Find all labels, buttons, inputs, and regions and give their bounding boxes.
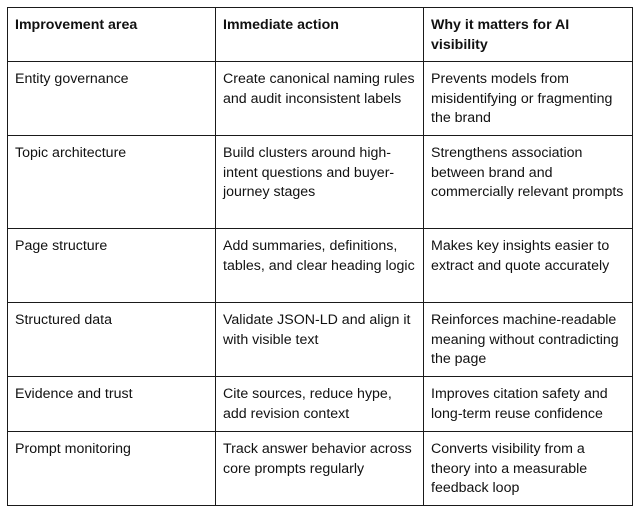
cell-improvement-area: Structured data (8, 303, 216, 377)
cell-why-it-matters: Prevents models from misidentifying or fragmenting the brand (424, 62, 633, 136)
cell-improvement-area: Evidence and trust (8, 377, 216, 432)
cell-immediate-action: Build clusters around high-intent questions and buyer-journey stages (216, 136, 424, 229)
table-row (8, 432, 633, 506)
cell-immediate-action: Add summaries, definitions, tables, and clear heading logic (216, 229, 424, 303)
cell-immediate-action: Validate JSON-LD and align it with visible text (216, 303, 424, 377)
cell-immediate-action: Track answer behavior across core prompts regularly (216, 432, 424, 506)
cell-improvement-area: Topic architecture (8, 136, 216, 229)
table-row (8, 303, 633, 377)
table-row (8, 229, 633, 303)
cell-why-it-matters: Makes key insights easier to extract and quote accurately (424, 229, 633, 303)
header-immediate-action: Immediate action (216, 8, 424, 62)
table-container (7, 7, 633, 506)
cell-improvement-area: Entity governance (8, 62, 216, 136)
cell-improvement-area: Prompt monitoring (8, 432, 216, 506)
cell-immediate-action: Create canonical naming rules and audit inconsistent labels (216, 62, 424, 136)
cell-immediate-action: Cite sources, reduce hype, add revision context (216, 377, 424, 432)
header-improvement-area: Improvement area (8, 8, 216, 62)
table-row (8, 377, 633, 432)
cell-why-it-matters: Reinforces machine-readable meaning without contradicting the page (424, 303, 633, 377)
table-header-row (8, 8, 633, 62)
cell-why-it-matters: Strengthens association between brand and commercially relevant prompts (424, 136, 633, 229)
cell-improvement-area: Page structure (8, 229, 216, 303)
cell-why-it-matters: Improves citation safety and long-term reuse confidence (424, 377, 633, 432)
table-row (8, 62, 633, 136)
improvement-table (7, 7, 633, 506)
header-why-it-matters: Why it matters for AI visibility (424, 8, 633, 62)
table-row (8, 136, 633, 229)
cell-why-it-matters: Converts visibility from a theory into a measurable feedback loop (424, 432, 633, 506)
